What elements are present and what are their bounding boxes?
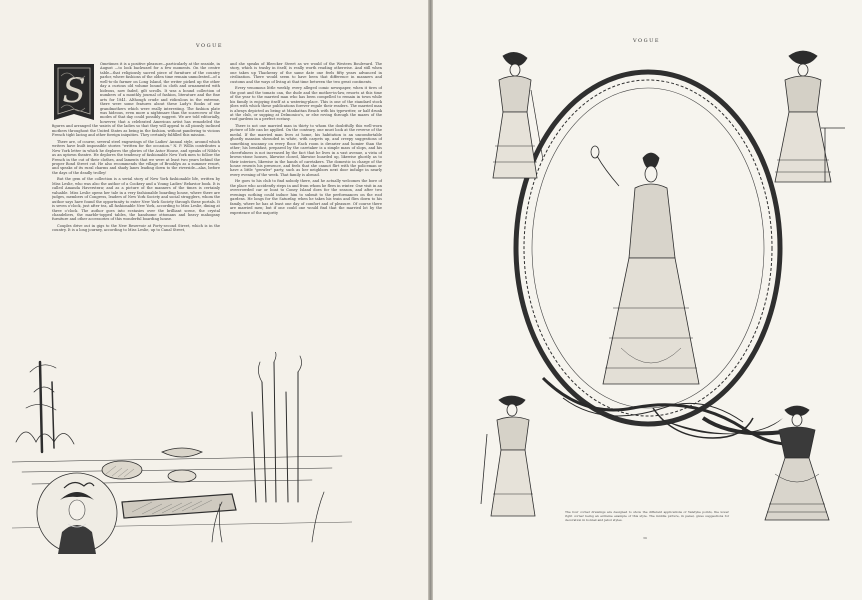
right-col-paragraph-3: There is not one married man in thirty to whom the doubtfully this well-worn picture of life can be applied. On the contrary, one must look at the reverse of the medal. If the married man lives at home, his habitation is an uncomfortable ghostly mansion shrouded in white, with carpets up, and creepy suggestions of something uncanny on every floor. Each room is drearier and homier than the other; his breakfast, prepared by the caretaker is a simple mass of slops, and his cheerfulness is not increased by the fact that he lives in a vast avenue, a vista of brown-stone houses, likewise closed, likewise boarded up, likewise ghostly as to their interiors, likewise in the hands of caretakers. The domestic in charge of the house resents his presence, and feels that she cannot flirt with the policeman or have a little "growler" party, such as her neighbors next door indulge in nearly every evening of the week. That family is abroad. <box>230 123 382 177</box>
left-col-paragraph-2: There are, of course, several steel engravings of the Ladies' Annual style, around which writers have built impossible stories "written for the occasion." N. P. Willis contributes a New York letter in which he deplores the glories of the Astor House, and speaks of Niblo's as an uptown theatre. He deplores the tendency of fashionable New York men to follow the French in the cut of their clothes, and laments that we were at least two years behind the proper Bond Street cut. He also recommends the village of Brooklyn as a summer resort, and speaks of its rural charms and shady lanes leading down to the riverside—alas, before the days of the deadly trolley! <box>52 139 220 175</box>
portrait-vignette <box>34 470 120 556</box>
left-col-paragraph-4: Couples drive out in gigs to the New Reservoir at Forty-second Street, which is in the country. It is a long journey, according to Miss Leslie, up to Canal Street, <box>52 223 220 233</box>
right-col-paragraph-2: Every venomous little weekly, every alleged comic newspaper, when it tires of the gout and the tomato can, the dude and the mother-in-law, resorts at this time of the year to the married man who has been compelled to remain in town while his family is enjoying itself at a watering-place. This is one of the standard stock jibes with which these publications forever regale their readers. The married man is always depicted as being at Manhattan Beach with his typewriter, or half drunk at the club, or supping at Delmonico's, or else roving through the mazes of the roof gardens in a perfect ecstasy. <box>230 86 382 122</box>
illustration-caption: The four corner drawings are designed to show the different applications of Vandyke points, the lower right corner being an extreme example of this style. The middle picture, in panel, gives suggestions for decoration in bonnet and jabot styles. <box>565 510 729 522</box>
left-col-paragraph-1: Ometimes it is a positive pleasure—particularly at the seaside, in August —to look backward for a few moments. On the centre table—that religiously sacred piece of furniture of the country parlor, where fashions of the olden time remain unmolested—of a well-to-do farmer on Long Island, the writer picked up the other day a curious old volume bound in cloth and ornamented with hideous, now faded, gilt scrolls. It was a bound collection of numbers of a monthly journal of fashion, literature and the fine arts for 1841. Although crude and ridiculous in the extreme, there were some features about these Lady's Books of our grandmothers which were really interesting. The fashion plate was hideous, even more a nightmare than the scarecrow of the modes of that day could possibly suggest. We are told editorially, however, that a celebrated American artist has remodeled the figures and arranged the waists of the ladies so that they will appeal to all piously inclined mothers throughout the United States as being in the fashion, without pandering to vicious French tight lacing and other foreign iniquities. They certainly fulfilled this mission. <box>52 62 220 138</box>
svg-text:S: S <box>62 71 86 111</box>
right-page-header: VOGUE <box>633 38 660 44</box>
left-column <box>52 62 220 374</box>
fashion-figure-top-left <box>473 50 553 190</box>
fashion-figure-bottom-right <box>755 404 839 528</box>
right-col-paragraph-1: and she speaks of Bleecker Street as we would of the Western Boulevard. The story, which is trashy in itself, is really worth reading otherwise. And still when one takes up Thackeray of the same date one feels fifty years advanced in civilization. There would seem to have been that difference in manners and customs and the ways of living at that time between the two great continents. <box>230 62 382 84</box>
left-page-header: VOGUE <box>196 43 223 49</box>
right-col-paragraph-4: He goes to his club to find nobody there, and he actually welcomes the bore of the place who accidently steps in and from whom he flees in winter. One visit in an overcrowded car or boat to Coney Island does for the season, and after two evenings nothing could induce him to submit to the performances on the roof gardens. He longs for the Saturday, when he takes his train and flies down to his family, where he has at least one day of comfort and of pleasure. Of course there are married men; but if one could one would find that the married lot by the experience of the majority <box>230 179 382 215</box>
right-page <box>433 0 862 600</box>
fashion-figure-bottom-left <box>477 394 547 524</box>
right-column <box>230 62 382 390</box>
left-col-paragraph-3: But the gem of the collection is a serial story of New York fashionable life, written by Miss Leslie, who was also the author of a Cookery and a Young Ladies' Behavior book. It is called Amanda Haverstraw, and as a picture of the manners of the times is certainly valuable. Miss Leslie opens her tale in a very fashionable boarding house, where there are judges, members of Congress, leaders of New York Society and social strugglers, whom the author says have found the opportunity to enter New York Society through these portals. It is seven o'clock, just after tea, all fashionable New York, according to Miss Leslie, dining at three o'clock. The author goes into ecstasies over the brilliant scene, the crystal chandeliers, the marble-topped tables, the handsome ottomans and heavy mahogany furniture and other accessories of this wonderful boarding house. <box>52 177 220 222</box>
page-number: 39 <box>643 536 647 540</box>
fashion-figure-top-right <box>761 48 845 194</box>
left-page <box>0 0 428 600</box>
dropcap-letter-s <box>52 62 96 122</box>
